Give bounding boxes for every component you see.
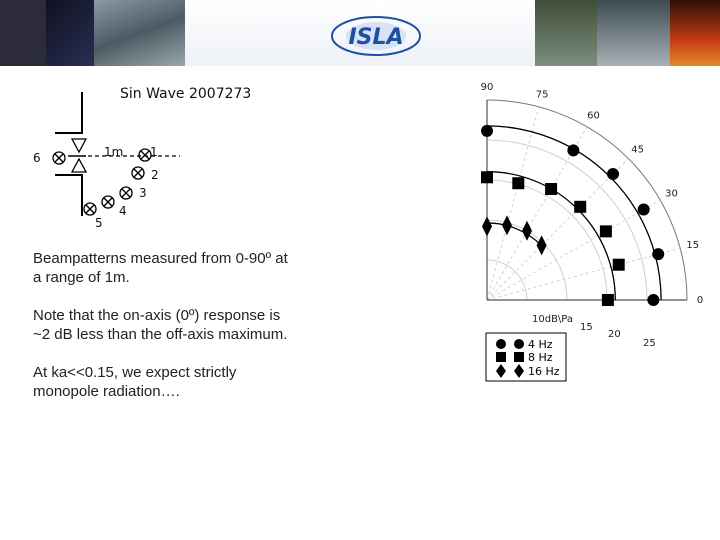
legend-square-icon (496, 352, 506, 362)
data-point-square (545, 183, 557, 195)
position-label-4: 4 (119, 204, 127, 218)
position-6-marker (53, 152, 65, 164)
source-schematic (55, 92, 86, 216)
angle-tick-label: 30 (665, 188, 678, 200)
data-point-square (574, 201, 586, 213)
legend-circle-icon (514, 339, 524, 349)
angle-tick-label: 60 (587, 110, 600, 122)
angle-tick-label: 0 (696, 295, 704, 306)
radial-tick-label: 25 (643, 338, 656, 349)
data-point-square (602, 294, 614, 306)
polar-chart (481, 82, 704, 349)
grid-spoke (487, 107, 539, 300)
data-point-circle (481, 125, 493, 137)
polar-labels (481, 82, 704, 349)
grid-spoke (487, 248, 680, 300)
position-label-2: 2 (151, 168, 159, 182)
legend-label-8hz: 8 Hz (528, 351, 553, 364)
units-label: 10dB\Pa (532, 314, 574, 325)
data-point-diamond (502, 215, 512, 235)
data-point-diamond (482, 216, 492, 236)
legend (486, 333, 566, 381)
position-label-6: 6 (33, 151, 41, 165)
data-point-square (600, 225, 612, 237)
radial-tick-label: 15 (580, 322, 593, 333)
position-label-1: 1 (150, 145, 158, 159)
legend-circle-icon (496, 339, 506, 349)
position-2-marker (132, 167, 144, 179)
radial-tick-label: 20 (608, 329, 621, 340)
data-point-circle (567, 144, 579, 156)
angle-tick-label: 15 (686, 239, 700, 251)
position-label-3: 3 (139, 186, 147, 200)
data-point-circle (607, 168, 619, 180)
data-point-circle (652, 248, 664, 260)
data-point-circle (647, 294, 659, 306)
range-label: 1m (104, 145, 124, 159)
logo-text: ISLA (348, 25, 404, 50)
paragraph-monopole: At ka<<0.15, we expect strictly monopole radiation…. (33, 364, 237, 400)
paragraph-beampatterns: Beampatterns measured from 0-90º at a range of 1m. (33, 250, 288, 286)
grid-spoke (487, 200, 660, 300)
angle-tick-label: 75 (535, 89, 549, 101)
description-text (33, 249, 293, 420)
angle-tick-label: 90 (480, 82, 494, 93)
legend-square-icon (514, 352, 524, 362)
position-3-marker (120, 187, 132, 199)
angle-tick-label: 45 (631, 144, 644, 156)
position-5-marker (84, 203, 96, 215)
position-markers (53, 149, 151, 215)
position-label-5: 5 (95, 216, 103, 230)
position-4-marker (102, 196, 114, 208)
data-point-square (512, 177, 524, 189)
slide-title: Sin Wave 2007273 (120, 86, 252, 102)
data-point-circle (638, 204, 650, 216)
data-point-square (481, 171, 493, 183)
polar-grid (487, 100, 687, 300)
legend-label-16hz: 16 Hz (528, 365, 560, 378)
paragraph-on-axis-note: Note that the on-axis (0º) response is ~2 dB less than the off-axis maximum. (33, 307, 288, 343)
data-point-square (613, 259, 625, 271)
legend-label-4hz: 4 Hz (528, 338, 553, 351)
